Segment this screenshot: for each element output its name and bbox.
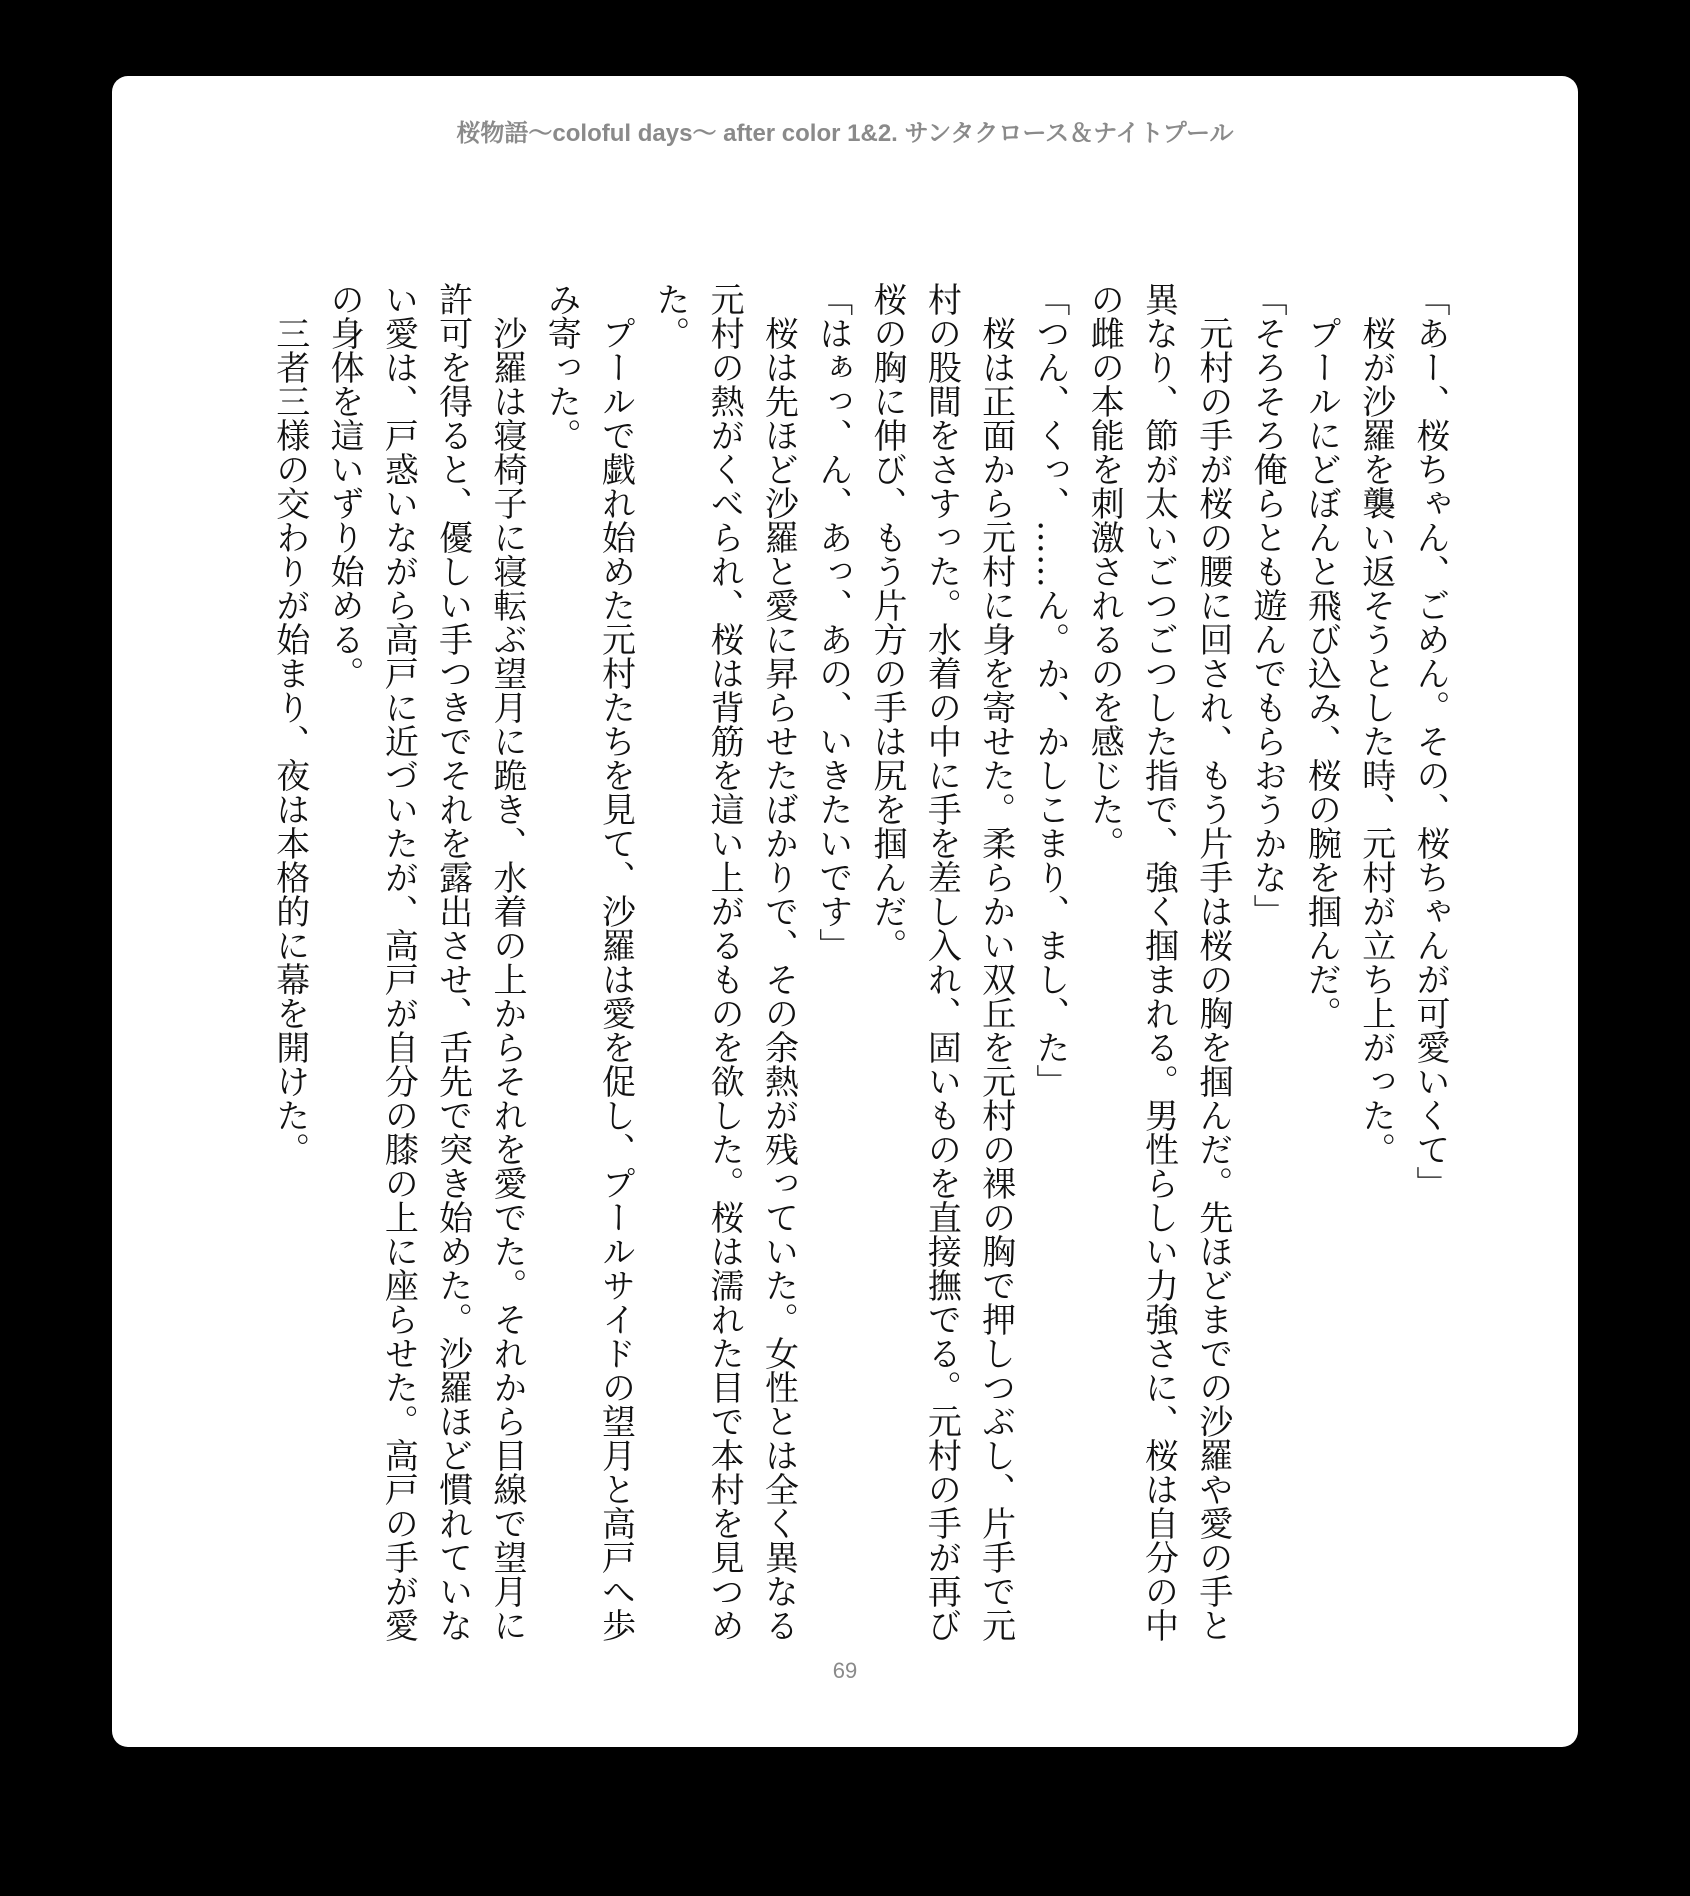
text-column: 元村の熱がくべられ、桜は背筋を這い上がるものを欲した。桜は濡れた目で本村を見つめ (704, 282, 745, 1642)
page-number: 69 (832, 1658, 858, 1683)
text-column: 桜の胸に伸び、もう片方の手は尻を掴んだ。 (867, 282, 908, 962)
text-column: 「あー、桜ちゃん、ごめん。その、桜ちゃんが可愛いくて」 (1410, 282, 1450, 1200)
text-column: た。 (649, 282, 690, 350)
text-column: 桜が沙羅を襲い返そうとした時、元村が立ち上がった。 (1355, 282, 1396, 1166)
text-column: の身体を這いずり始める。 (324, 282, 365, 690)
text-column: み寄った。 (541, 282, 582, 452)
text-column: 異なり、節が太いごつごつした指で、強く掴まれる。男性らしい力強さに、桜は自分の中 (1138, 282, 1179, 1642)
text-column: 村の股間をさすった。水着の中に手を差し入れ、固いものを直接撫でる。元村の手が再び (921, 282, 962, 1642)
text-column: 「そろそろ俺らとも遊んでもらおうかな」 (1247, 282, 1288, 928)
text-column: 桜は正面から元村に身を寄せた。柔らかい双丘を元村の裸の胸で押しつぶし、片手で元 (975, 282, 1016, 1642)
text-column: い愛は、戸惑いながら高戸に近づいたが、高戸が自分の膝の上に座らせた。高戸の手が愛 (378, 282, 419, 1642)
text-column: 沙羅は寝椅子に寝転ぶ望月に跪き、水着の上からそれを愛でた。それから目線で望月に (486, 282, 527, 1642)
text-column: 桜は先ほど沙羅と愛に昇らせたばかりで、その余熱が残っていた。女性とは全く異なる (758, 282, 799, 1642)
text-column: プールにどぼんと飛び込み、桜の腕を掴んだ。 (1301, 282, 1342, 1030)
text-column: プールで戯れ始めた元村たちを見て、沙羅は愛を促し、プールサイドの望月と高戸へ歩 (595, 282, 636, 1642)
book-title: 桜物語〜coloful days〜 after color 1&2. サンタクロース＆ナイトプール (456, 120, 1234, 147)
text-column: 三者三様の交わりが始まり、夜は本格的に幕を開けた。 (269, 282, 310, 1166)
vertical-text-body (263, 282, 1457, 1642)
text-column: 「はぁっ、ん、あっ、あの、いきたいです」 (812, 282, 853, 962)
text-column: の雌の本能を刺激されるのを感じた。 (1084, 282, 1125, 860)
text-column: 「つん、くっ、……ん。か、かしこまり、まし、た」 (1029, 282, 1070, 1098)
text-column: 許可を得ると、優しい手つきでそれを露出させ、舌先で突き始めた。沙羅ほど慣れていな (432, 282, 473, 1642)
text-column: 元村の手が桜の腰に回され、もう片手は桜の胸を掴んだ。先ほどまでの沙羅や愛の手と (1192, 282, 1233, 1642)
